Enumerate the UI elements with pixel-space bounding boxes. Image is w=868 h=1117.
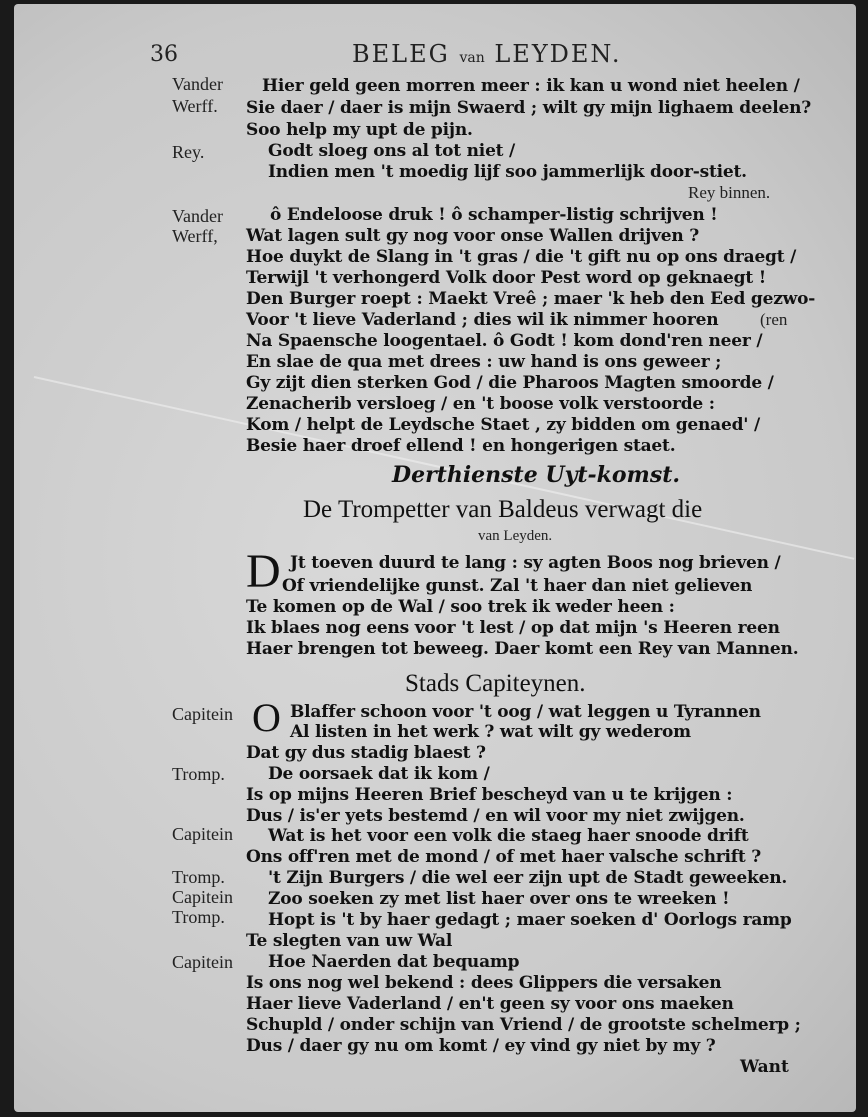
verse-line: Al listen in het werk ? wat wilt gy wederom — [290, 722, 691, 742]
stage-direction: Rey binnen. — [688, 183, 771, 202]
speaker-label: Capitein — [172, 952, 233, 972]
catchword: Want — [740, 1057, 789, 1077]
scene-heading: De Trompetter van Baldeus verwagt die — [303, 496, 703, 523]
drop-cap: D — [246, 545, 281, 598]
verse-line: Dus / is'er yets bestemd / en wil voor my niet zwijgen. — [246, 806, 745, 826]
verse-line: Sie daer / daer is mijn Swaerd ; wilt gy mijn lighaem deelen? — [246, 98, 811, 118]
verse-line: Zenacherib versloeg / en 't boose volk verstoorde : — [246, 394, 715, 414]
verse-line: Ik blaes nog eens voor 't lest / op dat mijn 's Heeren reen — [246, 618, 780, 638]
running-title-small: van — [459, 50, 485, 66]
verse-line: Hoe Naerden dat bequamp — [268, 952, 520, 972]
speaker-label: Capitein — [172, 887, 233, 907]
verse-line: Hopt is 't by haer gedagt ; maer soeken d' Oorlogs ramp — [268, 910, 792, 930]
verse-line: Besie haer droef ellend ! en hongerigen staet. — [246, 436, 676, 456]
verse-line: Te komen op de Wal / soo trek ik weder heen : — [246, 597, 675, 617]
verse-line: Terwijl 't verhongerd Volk door Pest word op geknaegt ! — [246, 268, 766, 288]
speaker-label: Capitein — [172, 824, 233, 844]
verse-line: Schupld / onder schijn van Vriend / de grootste schelmerp ; — [246, 1015, 801, 1035]
speaker-label: Werff, — [172, 226, 218, 246]
verse-line: Te slegten van uw Wal — [246, 931, 453, 951]
verse-line: Voor 't lieve Vaderland ; dies wil ik nimmer hooren — [246, 310, 719, 330]
verse-line: Of vriendelijke gunst. Zal 't haer dan niet gelieven — [282, 576, 753, 596]
verse-line: Soo help my upt de pijn. — [246, 120, 473, 140]
verse-line: Is ons nog wel bekend : dees Glippers die versaken — [246, 973, 722, 993]
speaker-label: Vander — [172, 74, 223, 94]
speaker-label: Rey. — [172, 142, 205, 162]
verse-line: Indien men 't moedig lijf soo jammerlijk door-stiet. — [268, 162, 747, 182]
verse-line: Is op mijns Heeren Brief bescheyd van u te krijgen : — [246, 785, 733, 805]
scene-heading-continuation: van Leyden. — [478, 528, 553, 544]
verse-line: Wat is het voor een volk die staeg haer snoode drift — [268, 826, 749, 846]
verse-line: Blaffer schoon voor 't oog / wat leggen u Tyrannen — [290, 702, 761, 722]
verse-line: Hier geld geen morren meer : ik kan u wond niet heelen / — [262, 76, 800, 96]
verse-line: Haer lieve Vaderland / en't geen sy voor ons maeken — [246, 994, 734, 1014]
running-title — [352, 40, 622, 68]
verse-line: En slae de qua met drees : uw hand is ons geweer ; — [246, 352, 722, 372]
speaker-label: Vander — [172, 206, 223, 226]
verse-line: Zoo soeken zy met list haer over ons te wreeken ! — [268, 889, 730, 909]
verse-line: Jt toeven duurd te lang : sy agten Boos nog brieven / — [290, 553, 781, 573]
verse-line: Den Burger roept : Maekt Vreê ; maer 'k heb den Eed gezwo- — [246, 289, 816, 309]
speaker-label: Tromp. — [172, 764, 225, 784]
chorus-heading: Stads Capiteynen. — [405, 670, 586, 697]
verse-line: Haer brengen tot beweeg. Daer komt een Rey van Mannen. — [246, 639, 799, 659]
page-number: 36 — [150, 42, 178, 67]
act-heading: Derthienste Uyt-komst. — [392, 462, 681, 488]
speaker-label: Tromp. — [172, 907, 225, 927]
speaker-label: Tromp. — [172, 867, 225, 887]
verse-line: Godt sloeg ons al tot niet / — [268, 141, 516, 161]
drop-cap: O — [252, 695, 281, 740]
running-title-part2: LEYDEN. — [494, 40, 622, 68]
verse-line: De oorsaek dat ik kom / — [268, 764, 490, 784]
verse-line: Ons off'ren met de mond / of met haer valsche schrift ? — [246, 847, 762, 867]
verse-line: Dus / daer gy nu om komt / ey vind gy niet by my ? — [246, 1036, 716, 1056]
verse-turnover: (ren — [760, 310, 788, 329]
verse-line: Hoe duykt de Slang in 't gras / die 't gift nu op ons draegt / — [246, 247, 797, 267]
verse-line: Na Spaensche loogentael. ô Godt ! kom dond'ren neer / — [246, 331, 763, 351]
verse-line: Dat gy dus stadig blaest ? — [246, 743, 486, 763]
verse-line: Wat lagen sult gy nog voor onse Wallen drijven ? — [246, 226, 700, 246]
speaker-label: Capitein — [172, 704, 233, 724]
verse-line: Kom / helpt de Leydsche Staet , zy bidden om genaed' / — [246, 415, 761, 435]
verse-line: Gy zijt dien sterken God / die Pharoos Magten smoorde / — [246, 373, 774, 393]
verse-line: 't Zijn Burgers / die wel eer zijn upt de Stadt geweeken. — [268, 868, 788, 888]
running-title-part1: BELEG — [352, 40, 450, 68]
verse-line: ô Endeloose druk ! ô schamper-listig schrijven ! — [270, 205, 718, 225]
speaker-label: Werff. — [172, 96, 218, 116]
